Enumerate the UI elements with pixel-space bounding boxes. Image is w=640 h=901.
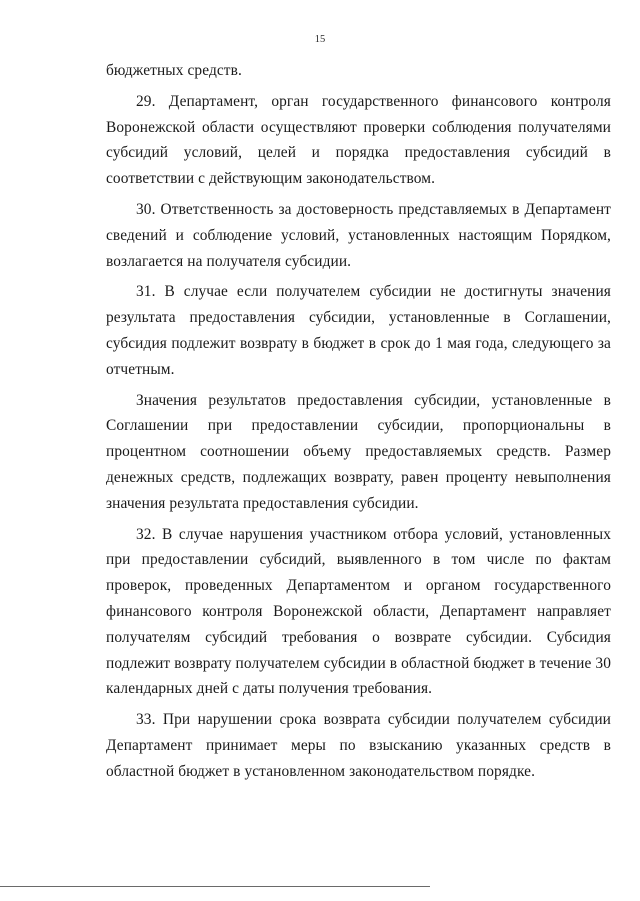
page-number: 15 (314, 34, 326, 45)
paragraph-31-values: Значения результатов предоставления субсидии, установленные в Соглашении при предоставлении субсидии, пропорциональны в процентном соотношении объему предоставляемых средств. Размер денежных средств, подлежащих возврату, равен проценту невыполнения значения результата предоставления субсидии. (106, 391, 611, 512)
paragraph-29: 29. Департамент, орган государственного финансового контроля Воронежской области осуществляют проверки соблюдения получателями субсидий условий, целей и порядка предоставления субсидий в соответствии с действующим законодательством. (106, 92, 611, 188)
paragraph-32: 32. В случае нарушения участником отбора условий, установленных при предоставлении субсидий, выявленного в том числе по фактам проверок, проведенных Департаментом и органом государственного финансового контроля Воронежской области, Департамент направляет получателям субсидий требования о возврате субсидии. Субсидия подлежит возврату получателем субсидии в областной бюджет в течение 30 календарных дней с даты получения требования. (106, 525, 611, 698)
page-bottom-rule (0, 886, 430, 887)
paragraph-continuation: бюджетных средств. (106, 62, 242, 79)
paragraph-30: 30. Ответственность за достоверность представляемых в Департамент сведений и соблюдение условий, установленных настоящим Порядком, возлагается на получателя субсидии. (106, 200, 611, 270)
paragraph-31: 31. В случае если получателем субсидии не достигнуты значения результата предоставления субсидии, установленные в Соглашении, субсидия подлежит возврату в бюджет в срок до 1 мая года, следующего за отчетным. (106, 283, 611, 378)
document-body (106, 58, 611, 790)
paragraph-33: 33. При нарушении срока возврата субсидии получателем субсидии Департамент принимает меры по взысканию указанных средств в областной бюджет в установленном законодательством порядке. (106, 711, 611, 780)
